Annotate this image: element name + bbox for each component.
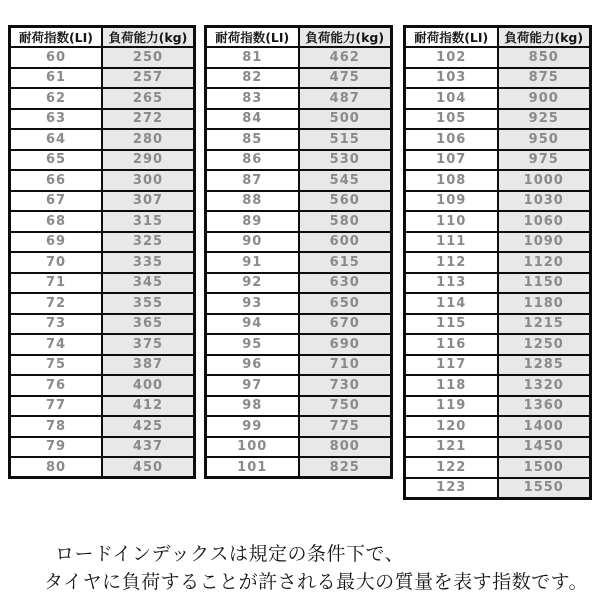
- table-row: [10, 252, 195, 273]
- table-row: [206, 314, 392, 335]
- table-row: [405, 396, 591, 417]
- load-capacity-cell: 487: [299, 88, 392, 109]
- table-row: [10, 109, 195, 130]
- load-index-cell: 70: [10, 252, 103, 273]
- load-capacity-cell: 325: [102, 232, 195, 253]
- header-row: [405, 27, 591, 48]
- load-index-cell: 97: [206, 375, 299, 396]
- load-capacity-cell: 850: [498, 47, 591, 68]
- table-row: [405, 88, 591, 109]
- load-capacity-cell: 315: [102, 211, 195, 232]
- table-row: [405, 437, 591, 458]
- table-row: [405, 211, 591, 232]
- table-row: [405, 252, 591, 273]
- load-index-cell: 66: [10, 170, 103, 191]
- load-capacity-cell: 345: [102, 273, 195, 294]
- table-row: [405, 416, 591, 437]
- load-index-cell: 98: [206, 396, 299, 417]
- load-capacity-cell: 272: [102, 109, 195, 130]
- footer-line: タイヤに負荷することが許される最大の質量を表す指数です。: [44, 571, 589, 593]
- load-capacity-cell: 600: [299, 232, 392, 253]
- load-index-cell: 84: [206, 109, 299, 130]
- table-row: [405, 314, 591, 335]
- table-row: [10, 396, 195, 417]
- table-row: [10, 293, 195, 314]
- load-index-cell: 72: [10, 293, 103, 314]
- load-index-cell: 117: [405, 355, 498, 376]
- load-index-cell: 104: [405, 88, 498, 109]
- load-capacity-cell: 425: [102, 416, 195, 437]
- load-index-cell: 103: [405, 68, 498, 89]
- table-row: [206, 416, 392, 437]
- load-capacity-cell: 365: [102, 314, 195, 335]
- table-row: [10, 191, 195, 212]
- load-capacity-column-header: 負荷能力(kg): [299, 27, 392, 48]
- table-row: [206, 293, 392, 314]
- load-capacity-cell: 355: [102, 293, 195, 314]
- load-capacity-cell: 615: [299, 252, 392, 273]
- load-capacity-cell: 1360: [498, 396, 591, 417]
- load-index-cell: 75: [10, 355, 103, 376]
- load-capacity-cell: 1250: [498, 334, 591, 355]
- load-index-cell: 123: [405, 478, 498, 499]
- load-index-cell: 105: [405, 109, 498, 130]
- load-capacity-cell: 800: [299, 437, 392, 458]
- load-index-cell: 67: [10, 191, 103, 212]
- load-index-cell: 100: [206, 437, 299, 458]
- table-row: [206, 252, 392, 273]
- load-capacity-cell: 250: [102, 47, 195, 68]
- load-capacity-cell: 290: [102, 150, 195, 171]
- load-index-table-102-123: [403, 25, 592, 500]
- load-index-cell: 108: [405, 170, 498, 191]
- load-index-column-header: 耐荷指数(LI): [206, 27, 299, 48]
- load-capacity-cell: 387: [102, 355, 195, 376]
- table-row: [405, 170, 591, 191]
- load-index-cell: 60: [10, 47, 103, 68]
- load-capacity-cell: 750: [299, 396, 392, 417]
- load-index-column-header: 耐荷指数(LI): [405, 27, 498, 48]
- table-row: [10, 150, 195, 171]
- load-index-cell: 87: [206, 170, 299, 191]
- table-row: [206, 88, 392, 109]
- load-capacity-cell: 257: [102, 68, 195, 89]
- load-capacity-cell: 375: [102, 334, 195, 355]
- table-row: [405, 47, 591, 68]
- table-row: [206, 191, 392, 212]
- load-index-cell: 91: [206, 252, 299, 273]
- load-capacity-cell: 400: [102, 375, 195, 396]
- load-index-cell: 101: [206, 457, 299, 478]
- load-index-cell: 79: [10, 437, 103, 458]
- load-capacity-cell: 1215: [498, 314, 591, 335]
- load-capacity-cell: 545: [299, 170, 392, 191]
- load-index-cell: 95: [206, 334, 299, 355]
- table-row: [10, 375, 195, 396]
- load-capacity-cell: 925: [498, 109, 591, 130]
- table-row: [206, 47, 392, 68]
- table-row: [10, 170, 195, 191]
- load-index-cell: 82: [206, 68, 299, 89]
- load-capacity-cell: 500: [299, 109, 392, 130]
- load-index-cell: 64: [10, 129, 103, 150]
- table-row: [405, 334, 591, 355]
- footer-note: [0, 540, 600, 596]
- table-row: [206, 273, 392, 294]
- load-index-cell: 76: [10, 375, 103, 396]
- table-row: [10, 334, 195, 355]
- table-row: [206, 129, 392, 150]
- load-capacity-cell: 1550: [498, 478, 591, 499]
- load-capacity-cell: 1400: [498, 416, 591, 437]
- table-row: [206, 170, 392, 191]
- table-row: [405, 68, 591, 89]
- load-index-cell: 74: [10, 334, 103, 355]
- load-capacity-cell: 1000: [498, 170, 591, 191]
- load-capacity-cell: 775: [299, 416, 392, 437]
- load-index-cell: 83: [206, 88, 299, 109]
- table-row: [206, 375, 392, 396]
- load-index-cell: 119: [405, 396, 498, 417]
- table-row: [206, 355, 392, 376]
- load-index-cell: 86: [206, 150, 299, 171]
- load-index-cell: 110: [405, 211, 498, 232]
- load-index-column-header: 耐荷指数(LI): [10, 27, 103, 48]
- load-capacity-cell: 475: [299, 68, 392, 89]
- load-capacity-cell: 825: [299, 457, 392, 478]
- load-capacity-cell: 280: [102, 129, 195, 150]
- load-index-cell: 80: [10, 457, 103, 478]
- footer-line: ロードインデックスは規定の条件下で、: [55, 543, 405, 565]
- load-index-cell: 99: [206, 416, 299, 437]
- load-capacity-cell: 1450: [498, 437, 591, 458]
- load-index-cell: 96: [206, 355, 299, 376]
- load-capacity-cell: 630: [299, 273, 392, 294]
- load-index-cell: 85: [206, 129, 299, 150]
- load-capacity-cell: 875: [498, 68, 591, 89]
- load-capacity-cell: 730: [299, 375, 392, 396]
- table-row: [10, 47, 195, 68]
- load-index-cell: 69: [10, 232, 103, 253]
- load-index-cell: 71: [10, 273, 103, 294]
- table-row: [405, 355, 591, 376]
- load-capacity-cell: 462: [299, 47, 392, 68]
- load-index-cell: 73: [10, 314, 103, 335]
- load-index-cell: 61: [10, 68, 103, 89]
- load-index-cell: 102: [405, 47, 498, 68]
- header-row: [206, 27, 392, 48]
- table-row: [405, 109, 591, 130]
- load-capacity-cell: 975: [498, 150, 591, 171]
- table-row: [206, 232, 392, 253]
- load-capacity-cell: 300: [102, 170, 195, 191]
- load-index-cell: 81: [206, 47, 299, 68]
- load-index-cell: 115: [405, 314, 498, 335]
- load-capacity-cell: 307: [102, 191, 195, 212]
- load-index-cell: 94: [206, 314, 299, 335]
- load-capacity-cell: 1030: [498, 191, 591, 212]
- load-index-cell: 106: [405, 129, 498, 150]
- load-index-cell: 68: [10, 211, 103, 232]
- table-row: [10, 273, 195, 294]
- load-capacity-cell: 1150: [498, 273, 591, 294]
- table-row: [405, 273, 591, 294]
- load-capacity-cell: 1090: [498, 232, 591, 253]
- load-index-cell: 122: [405, 457, 498, 478]
- table-row: [206, 437, 392, 458]
- load-index-cell: 109: [405, 191, 498, 212]
- table-row: [206, 457, 392, 478]
- load-index-cell: 116: [405, 334, 498, 355]
- load-capacity-cell: 710: [299, 355, 392, 376]
- load-capacity-cell: 412: [102, 396, 195, 417]
- load-index-table-60-80: [8, 25, 196, 479]
- load-index-cell: 65: [10, 150, 103, 171]
- load-capacity-cell: 900: [498, 88, 591, 109]
- load-index-cell: 114: [405, 293, 498, 314]
- table-row: [10, 457, 195, 478]
- table-row: [10, 88, 195, 109]
- load-capacity-column-header: 負荷能力(kg): [102, 27, 195, 48]
- table-row: [405, 293, 591, 314]
- load-index-cell: 111: [405, 232, 498, 253]
- load-index-table-81-101: [204, 25, 393, 479]
- table-row: [206, 109, 392, 130]
- table-row: [405, 375, 591, 396]
- load-index-cell: 78: [10, 416, 103, 437]
- table-row: [405, 457, 591, 478]
- load-index-cell: 121: [405, 437, 498, 458]
- load-capacity-cell: 1320: [498, 375, 591, 396]
- load-capacity-cell: 1120: [498, 252, 591, 273]
- load-capacity-cell: 1060: [498, 211, 591, 232]
- load-index-cell: 88: [206, 191, 299, 212]
- load-index-cell: 112: [405, 252, 498, 273]
- table-row: [206, 211, 392, 232]
- load-capacity-cell: 437: [102, 437, 195, 458]
- table-row: [10, 211, 195, 232]
- load-capacity-cell: 265: [102, 88, 195, 109]
- load-capacity-cell: 335: [102, 252, 195, 273]
- load-capacity-cell: 450: [102, 457, 195, 478]
- load-capacity-cell: 580: [299, 211, 392, 232]
- table-row: [206, 150, 392, 171]
- load-index-cell: 77: [10, 396, 103, 417]
- table-row: [206, 334, 392, 355]
- load-index-cell: 93: [206, 293, 299, 314]
- load-capacity-cell: 1500: [498, 457, 591, 478]
- table-row: [10, 314, 195, 335]
- load-index-cell: 63: [10, 109, 103, 130]
- load-capacity-column-header: 負荷能力(kg): [498, 27, 591, 48]
- load-index-cell: 90: [206, 232, 299, 253]
- table-row: [10, 355, 195, 376]
- header-row: [10, 27, 195, 48]
- table-row: [10, 416, 195, 437]
- table-row: [10, 232, 195, 253]
- table-row: [405, 129, 591, 150]
- load-capacity-cell: 515: [299, 129, 392, 150]
- table-row: [405, 478, 591, 499]
- load-capacity-cell: 650: [299, 293, 392, 314]
- load-capacity-cell: 670: [299, 314, 392, 335]
- table-row: [405, 191, 591, 212]
- table-row: [10, 68, 195, 89]
- load-capacity-cell: 530: [299, 150, 392, 171]
- load-capacity-cell: 1180: [498, 293, 591, 314]
- load-index-cell: 107: [405, 150, 498, 171]
- load-capacity-cell: 1285: [498, 355, 591, 376]
- load-index-cell: 120: [405, 416, 498, 437]
- load-index-cell: 62: [10, 88, 103, 109]
- table-row: [206, 68, 392, 89]
- load-index-cell: 89: [206, 211, 299, 232]
- load-index-cell: 92: [206, 273, 299, 294]
- table-row: [206, 396, 392, 417]
- table-row: [10, 437, 195, 458]
- load-capacity-cell: 950: [498, 129, 591, 150]
- load-index-cell: 118: [405, 375, 498, 396]
- table-row: [10, 129, 195, 150]
- table-row: [405, 232, 591, 253]
- load-capacity-cell: 690: [299, 334, 392, 355]
- load-capacity-cell: 560: [299, 191, 392, 212]
- table-row: [405, 150, 591, 171]
- load-index-cell: 113: [405, 273, 498, 294]
